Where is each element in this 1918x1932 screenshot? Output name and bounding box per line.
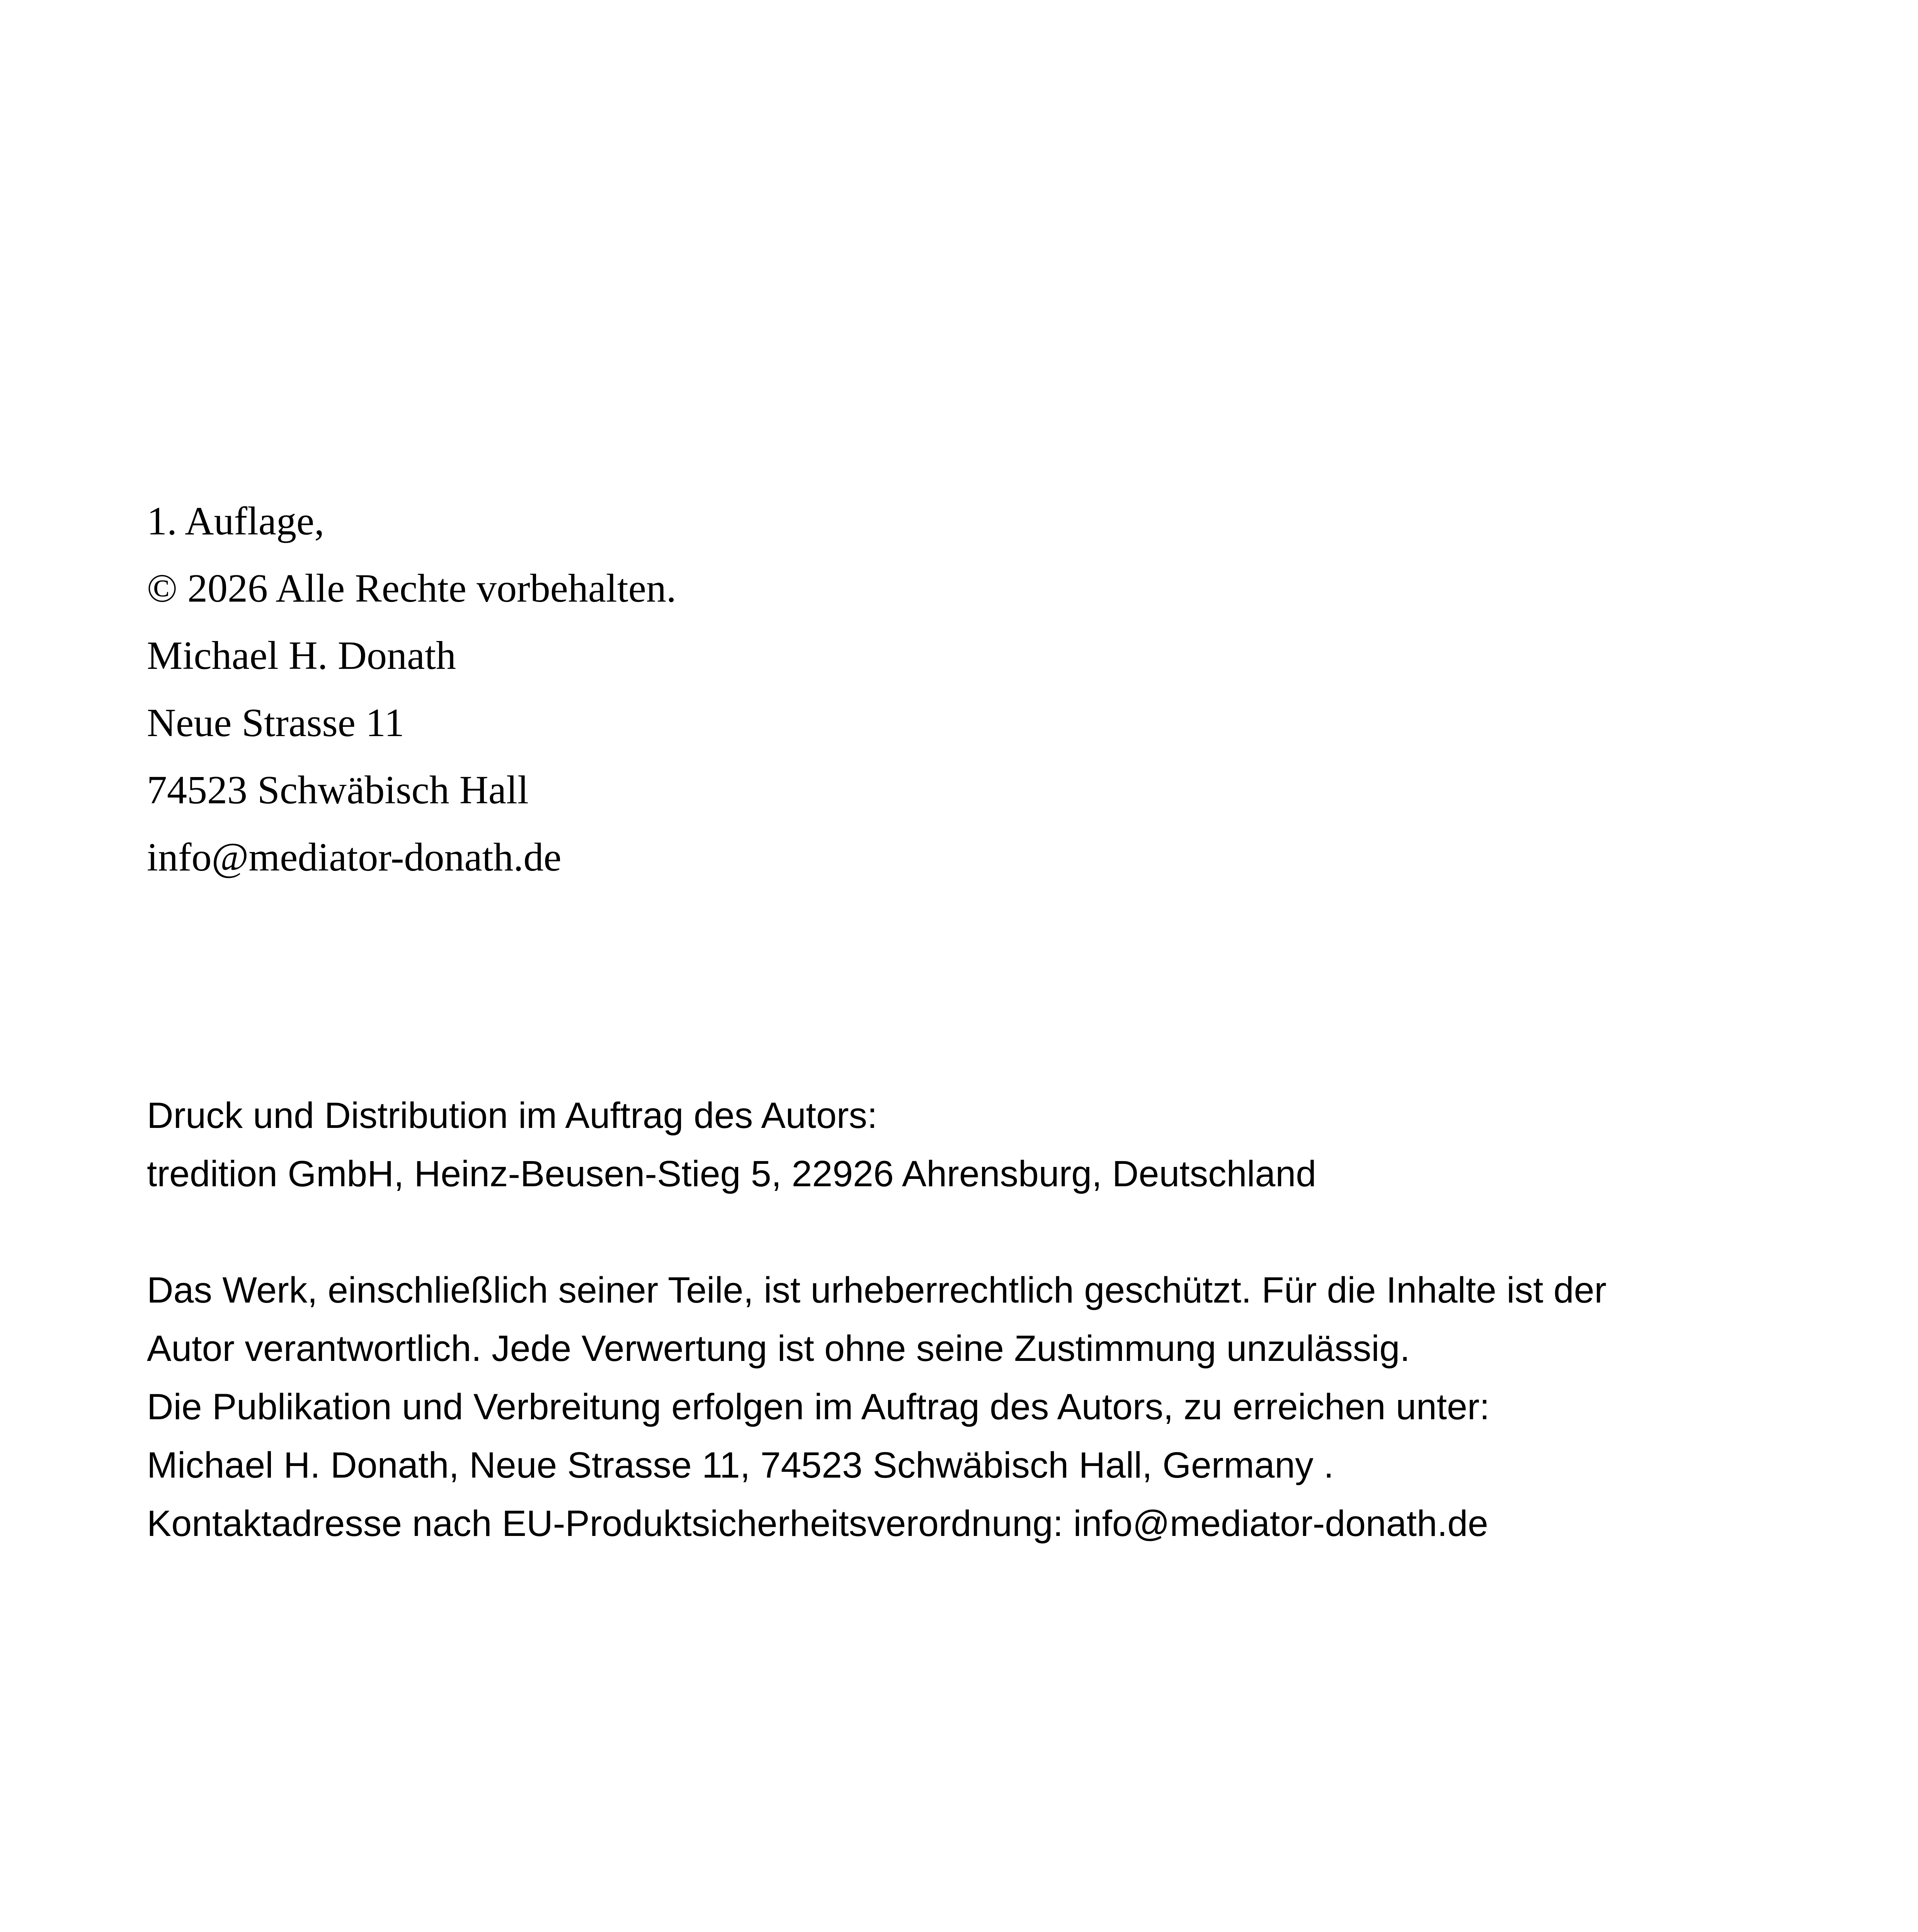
author-name: Michael H. Donath bbox=[147, 633, 456, 678]
distribution-heading: Druck und Distribution im Auftrag des Autors: bbox=[147, 1095, 878, 1136]
legal-line-4: Michael H. Donath, Neue Strasse 11, 74523 Schwäbisch Hall, Germany . bbox=[147, 1445, 1334, 1486]
legal-line-5: Kontaktadresse nach EU-Produktsicherheitsverordnung: info@mediator-donath.de bbox=[147, 1503, 1488, 1544]
author-city: 74523 Schwäbisch Hall bbox=[147, 768, 529, 812]
author-email: info@mediator-donath.de bbox=[147, 835, 562, 879]
publisher-address: tredition GmbH, Heinz-Beusen-Stieg 5, 22926 Ahrensburg, Deutschland bbox=[147, 1153, 1316, 1194]
author-street: Neue Strasse 11 bbox=[147, 701, 405, 745]
imprint-block bbox=[147, 488, 676, 891]
distribution-block bbox=[147, 1087, 1316, 1203]
legal-notice-block bbox=[147, 1261, 1607, 1553]
copyright-line: © 2026 Alle Rechte vorbehalten. bbox=[147, 566, 676, 611]
edition-line: 1. Auflage, bbox=[147, 499, 325, 543]
legal-line-2: Autor verantwortlich. Jede Verwertung ist ohne seine Zustimmung unzulässig. bbox=[147, 1328, 1410, 1369]
legal-line-3: Die Publikation und Verbreitung erfolgen im Auftrag des Autors, zu erreichen unter: bbox=[147, 1386, 1490, 1427]
legal-line-1: Das Werk, einschließlich seiner Teile, ist urheberrechtlich geschützt. Für die Inhalte ist der bbox=[147, 1270, 1607, 1311]
